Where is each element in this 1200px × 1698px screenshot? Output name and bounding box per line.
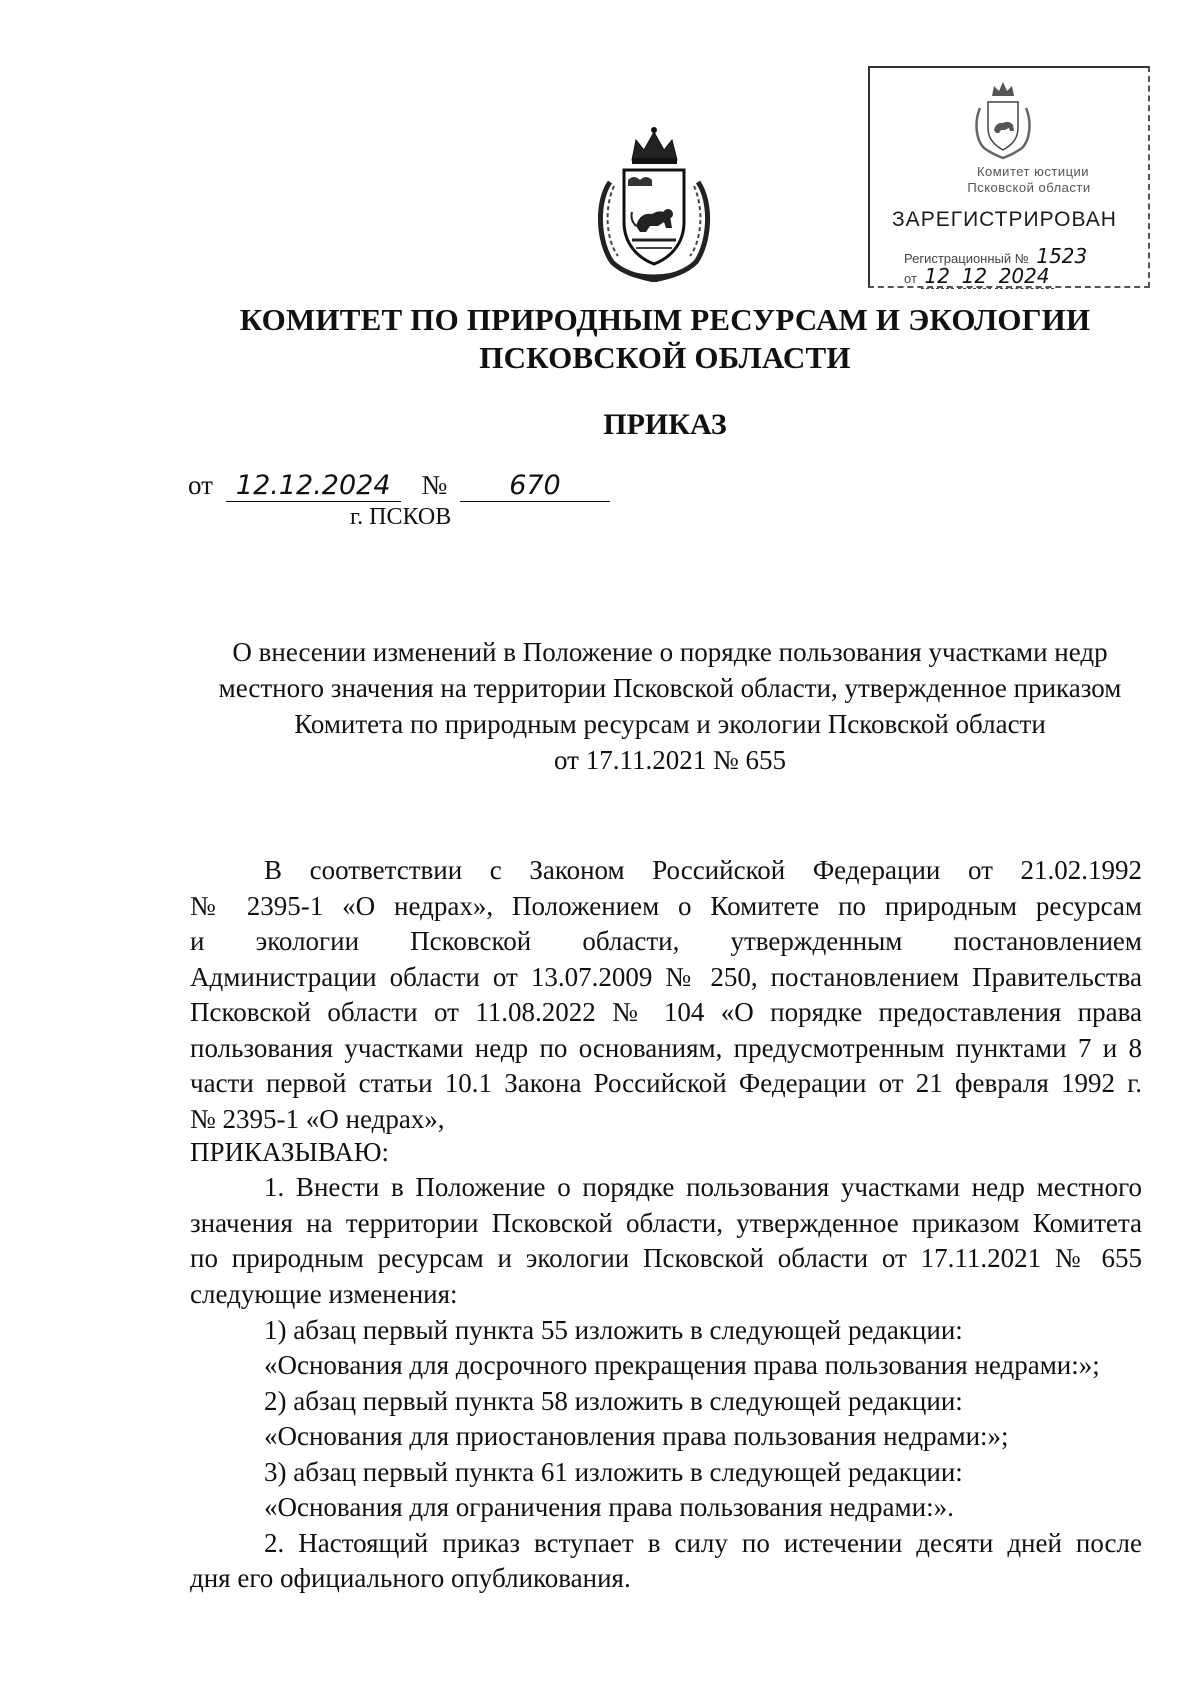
preamble-line: Псковской области от 11.08.2022 № 104 «О порядке предоставления права xyxy=(190,997,1142,1027)
item1-line: по природным ресурсам и экологии Псковской области от 17.11.2021 № 655 xyxy=(190,1243,1142,1273)
stamp-coat-of-arms-emblem xyxy=(972,78,1034,160)
preamble-line: пользования участками недр по основаниям, предусмотренным пунктами 7 и 8 xyxy=(190,1033,1142,1063)
preamble-line: В соответствии с Законом Российской Федерации от 21.02.1992 xyxy=(264,855,1142,885)
item1-line: следующие изменения: xyxy=(190,1279,458,1309)
preamble-line: № 2395-1 «О недрах», Положением о Комитете по природным ресурсам xyxy=(190,891,1142,921)
change-line: «Основания для ограничения права пользования недрами:». xyxy=(264,1492,954,1522)
stamp-date-line xyxy=(904,264,1054,289)
change-line: «Основания для досрочного прекращения права пользования недрами:»; xyxy=(264,1350,1100,1380)
preamble-line: и экологии Псковской области, утвержденным постановлением xyxy=(190,926,1142,956)
stamp-status: ЗАРЕГИСТРИРОВАН xyxy=(892,208,1117,231)
item1-line: значения на территории Псковской области, утвержденное приказом Комитета xyxy=(190,1208,1142,1238)
stamp-date-day: 12 xyxy=(921,264,954,289)
coat-of-arms-emblem xyxy=(592,122,717,282)
preamble-line: Администрации области от 13.07.2009 № 250, постановлением Правительства xyxy=(190,962,1142,992)
change-line: 1) абзац первый пункта 55 изложить в следующей редакции: xyxy=(264,1315,963,1345)
stamp-org-line2: Псковской области xyxy=(967,180,1091,195)
change-line: «Основания для приостановления права пользования недрами:»; xyxy=(264,1421,1009,1451)
stamp-date-label: от xyxy=(904,271,917,286)
org-title-line1: КОМИТЕТ ПО ПРИРОДНЫМ РЕСУРСАМ И ЭКОЛОГИИ xyxy=(239,302,1091,337)
subject-line: местного значения на территории Псковской области, утвержденное приказом xyxy=(218,673,1122,703)
stamp-org-line1: Комитет юстиции xyxy=(976,164,1090,179)
document-type-title: ПРИКАЗ xyxy=(603,408,727,441)
subject-line: от 17.11.2021 № 655 xyxy=(554,745,786,775)
registration-stamp xyxy=(868,66,1150,288)
subject-line: О внесении изменений в Положение о порядке пользования участками недр xyxy=(232,637,1108,667)
subject-line: Комитета по природным ресурсам и экологии Псковской области xyxy=(294,709,1046,739)
order-date-number-line xyxy=(188,470,610,502)
stamp-date-month: 12 xyxy=(958,264,991,289)
order-date: 12.12.2024 xyxy=(226,471,401,502)
stamp-reg-label: Регистрационный № xyxy=(904,251,1029,266)
date-label: от xyxy=(188,470,213,500)
item1-line: 1. Внести в Положение о порядке пользования участками недр местного xyxy=(264,1172,1142,1202)
org-title-line2: ПСКОВСКОЙ ОБЛАСТИ xyxy=(479,340,851,375)
number-label: № xyxy=(421,470,448,500)
order-number: 670 xyxy=(460,471,610,502)
preamble-line: части первой статьи 10.1 Закона Российской Федерации от 21 февраля 1992 г. xyxy=(190,1068,1142,1098)
item2-line: дня его официального опубликования. xyxy=(190,1563,631,1593)
preamble-line: № 2395-1 «О недрах», xyxy=(190,1104,445,1134)
item2-line: 2. Настоящий приказ вступает в силу по истечении десяти дней после xyxy=(264,1528,1142,1558)
city-label: г. ПСКОВ xyxy=(350,504,452,530)
stamp-reg-number: 1523 xyxy=(1036,244,1088,268)
stamp-date-year: 2024 xyxy=(995,264,1054,289)
change-line: 2) абзац первый пункта 58 изложить в следующей редакции: xyxy=(264,1386,963,1416)
change-line: 3) абзац первый пункта 61 изложить в следующей редакции: xyxy=(264,1457,963,1487)
order-word: ПРИКАЗЫВАЮ: xyxy=(190,1137,389,1167)
